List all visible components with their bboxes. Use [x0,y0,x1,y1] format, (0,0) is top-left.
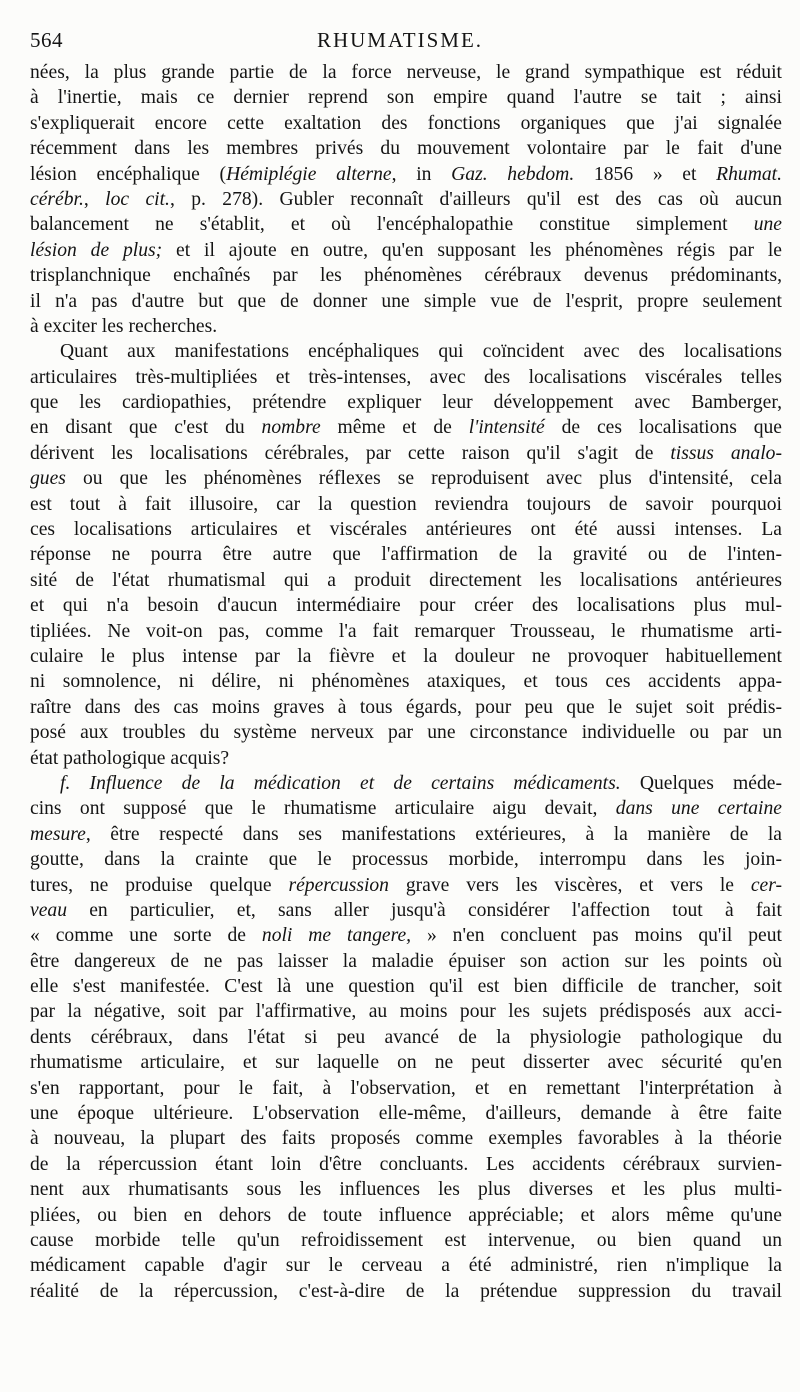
text-line [30,339,782,364]
text-segment: à l'inertie, mais ce dernier reprend son empire quand l'autre se tait ; ainsi [30,87,782,109]
text-segment: trisplanchnique enchaînés par les phénomènes cérébraux devenus prédominants, [30,265,782,287]
text-segment: tures, ne produise quelque [30,874,289,896]
italic-text: répercussion [288,874,389,896]
text-line [30,1050,782,1075]
text-line [30,466,782,491]
text-segment: et il ajoute en outre, qu'en supposant les phénomènes régis par le [162,239,782,261]
text-line [30,263,782,288]
text-line [30,1177,782,1202]
italic-text: cer- [750,874,782,896]
text-segment: , [83,188,106,210]
text-segment: en disant que c'est du [30,417,262,439]
text-line [30,441,782,466]
text-line [30,949,782,974]
text-segment: que les cardiopathies, prétendre expliquer leur développement avec Bamberger, [30,392,782,414]
text-segment: » n'en concluent pas moins qu'il peut [411,925,782,947]
italic-text: Rhumat. [716,163,782,185]
text-line [30,60,782,85]
page-number: 564 [30,28,63,52]
text-segment: une époque ultérieure. L'observation elle-même, d'ailleurs, demande à être faite [30,1103,782,1125]
text-segment: de ces localisations que [544,417,782,439]
text-line [30,415,782,440]
text-line [30,999,782,1024]
text-segment: médicament capable d'agir sur le cerveau a été administré, rien n'implique la [30,1255,782,1277]
text-segment: ces localisations articulaires et viscérales antérieures ont été aussi intenses. La [30,519,782,541]
italic-text: f. Influence de la médication et de certains médicaments. [60,772,621,794]
text-segment: récemment dans les membres privés du mouvement volontaire par le fait d'une [30,138,782,160]
text-segment: 1856 » et [574,163,717,185]
text-line [30,746,782,771]
text-line [30,568,782,593]
italic-text: tissus analo- [670,442,782,464]
text-line [30,771,782,796]
page-header [30,28,770,56]
text-segment: culaire le plus intense par la fièvre et la douleur ne provoquer habituellement [30,645,782,667]
italic-text: noli me tangere, [261,925,412,947]
text-line [30,1203,782,1228]
text-segment: Quelques méde- [620,772,782,794]
text-line [30,136,782,161]
text-segment: en particulier, et, sans aller jusqu'à considérer l'affection tout à fait [67,899,782,921]
text-line [30,644,782,669]
text-line [30,974,782,999]
text-segment: raître dans des cas moins graves à tous égards, pour peu que le sujet soit prédis- [30,696,782,718]
text-segment: , in [391,163,452,185]
text-line [30,365,782,390]
text-line [30,162,782,187]
text-segment: balancement ne s'établit, et où l'encéphalopathie constitue simplement [30,214,754,236]
text-line [30,1253,782,1278]
text-line [30,619,782,644]
text-segment: « comme une sorte de [30,925,262,947]
text-line [30,1126,782,1151]
text-segment: nent aux rhumatisants sous les influences les plus diverses et les plus multi- [30,1179,782,1201]
italic-text: loc cit. [105,188,170,210]
text-segment: par la négative, soit par l'affirmative, au moins pour les sujets prédisposés aux acci- [30,1001,782,1023]
text-line [30,85,782,110]
text-segment: posé aux troubles du système nerveux par une circonstance individuelle ou par un [30,722,782,744]
text-segment: Quant aux manifestations encéphaliques qui coïncident avec des localisations [60,341,782,363]
text-segment: s'expliquerait encore cette exaltation des fonctions organiques que j'ai signalée [30,112,782,134]
text-segment: état pathologique acquis? [30,747,230,769]
text-segment: , être respecté dans ses manifestations extérieures, à la manière de la [85,823,782,845]
text-segment: est tout à fait illusoire, car la question reviendra toujours de savoir pourquoi [30,493,782,515]
text-line [30,593,782,618]
text-line [30,187,782,212]
text-line [30,1076,782,1101]
italic-text: lésion de plus; [30,239,163,261]
text-segment: , p. 278). Gubler reconnaît d'ailleurs qu'il est des cas où aucun [169,188,782,210]
text-line [30,542,782,567]
text-line [30,873,782,898]
text-line [30,212,782,237]
body-text [30,60,782,1304]
text-segment: tipliées. Ne voit-on pas, comme l'a fait remarquer Trousseau, le rhumatisme arti- [30,620,782,642]
text-line [30,1152,782,1177]
text-line [30,517,782,542]
running-title: RHUMATISME. [316,28,484,52]
italic-text: veau [30,899,67,921]
text-segment: lésion encéphalique ( [30,163,227,185]
text-line [30,289,782,314]
italic-text: l'intensité [468,417,545,439]
text-line [30,314,782,339]
text-line [30,492,782,517]
text-segment: dents cérébraux, dans l'état si peu avancé de la physiologie pathologique du [30,1026,782,1048]
text-line [30,669,782,694]
text-line [30,898,782,923]
text-line [30,695,782,720]
text-line [30,1279,782,1304]
italic-text: dans une certaine [615,798,782,820]
text-segment: être dangereux de ne pas laisser la maladie épuiser son action sur les points où [30,950,782,972]
text-segment: cins ont supposé que le rhumatisme articulaire aigu devait, [30,798,616,820]
italic-text: mesure [30,823,86,845]
text-segment: cause morbide telle qu'un refroidissement est intervenue, ou bien quand un [30,1229,782,1251]
italic-text: nombre [261,417,321,439]
text-line [30,1228,782,1253]
italic-text: cérébr. [30,188,84,210]
text-line [30,822,782,847]
text-segment: grave vers les viscères, et vers le [388,874,751,896]
text-line [30,390,782,415]
italic-text: Hémiplégie alterne [226,163,392,185]
text-segment: réalité de la répercussion, c'est-à-dire de la prétendue suppression du travail [30,1280,782,1302]
text-segment: même et de [320,417,469,439]
text-line [30,238,782,263]
text-line [30,796,782,821]
text-segment: articulaires très-multipliées et très-intenses, avec des localisations viscérales telles [30,366,782,388]
text-segment: ni somnolence, ni délire, ni phénomènes ataxiques, et tous ces accidents appa- [30,671,782,693]
text-line [30,923,782,948]
text-segment: rhumatisme articulaire, et sur laquelle on ne peut disserter avec sécurité qu'en [30,1052,782,1074]
text-line [30,847,782,872]
text-segment: il n'a pas d'autre but que de donner une simple vue de l'esprit, propre seulement [30,290,782,312]
text-segment: sité de l'état rhumatismal qui a produit directement les localisations antérieures [30,569,782,591]
italic-text: une [753,214,782,236]
text-segment: de la répercussion étant loin d'être concluants. Les accidents cérébraux survien- [30,1153,782,1175]
text-segment: et qui n'a besoin d'aucun intermédiaire pour créer des localisations plus mul- [30,595,782,617]
text-segment: réponse ne pourra être autre que l'affirmation de la gravité ou de l'inten- [30,544,782,566]
text-line [30,720,782,745]
text-segment: ou que les phénomènes réflexes se reproduisent avec plus d'intensité, cela [65,468,782,490]
text-segment: goutte, dans la crainte que le processus morbide, interrompu dans les join- [30,849,782,871]
text-segment: pliées, ou bien en dehors de toute influence appréciable; et alors même qu'une [30,1204,782,1226]
text-segment: à exciter les recherches. [30,315,218,337]
text-line [30,1025,782,1050]
text-segment: s'en rapportant, pour le fait, à l'observation, et en remettant l'interprétation à [30,1077,782,1099]
italic-text: gues [30,468,66,490]
text-segment: dérivent les localisations cérébrales, par cette raison qu'il s'agit de [30,442,671,464]
text-line [30,111,782,136]
text-line [30,1101,782,1126]
text-segment: elle s'est manifestée. C'est là une question qu'il est bien difficile de trancher, soit [30,976,782,998]
italic-text: Gaz. hebdom. [451,163,575,185]
text-segment: à nouveau, la plupart des faits proposés comme exemples favorables à la théorie [30,1128,782,1150]
text-segment: nées, la plus grande partie de la force nerveuse, le grand sympathique est réduit [30,62,782,83]
